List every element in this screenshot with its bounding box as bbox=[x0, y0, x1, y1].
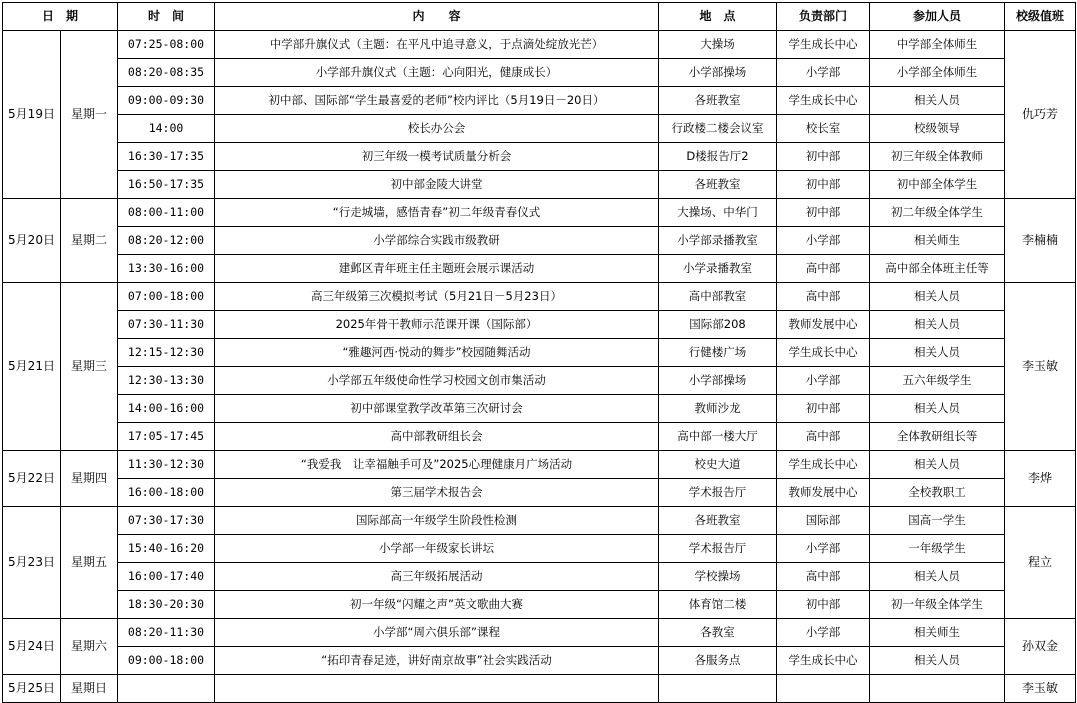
table-header bbox=[3, 3, 1076, 31]
location-cell: 学术报告厅 bbox=[659, 479, 777, 507]
table-row bbox=[3, 423, 1076, 451]
location-cell: 各班教室 bbox=[659, 507, 777, 535]
department-cell: 学生成长中心 bbox=[777, 87, 870, 115]
participants-cell: 相关师生 bbox=[870, 227, 1005, 255]
date-cell: 5月25日 bbox=[3, 675, 61, 703]
location-cell: D楼报告厅2 bbox=[659, 143, 777, 171]
participants-cell: 相关师生 bbox=[870, 619, 1005, 647]
table-row bbox=[3, 535, 1076, 563]
content-cell: 初一年级“闪耀之声”英文歌曲大赛 bbox=[215, 591, 659, 619]
header-location: 地 点 bbox=[659, 3, 777, 31]
content-cell: 小学部升旗仪式（主题：心向阳光，健康成长） bbox=[215, 59, 659, 87]
weekly-schedule-table bbox=[2, 2, 1076, 703]
content-cell: 国际部高一年级学生阶段性检测 bbox=[215, 507, 659, 535]
participants-cell: 相关人员 bbox=[870, 283, 1005, 311]
content-cell: 初中部课堂教学改革第三次研讨会 bbox=[215, 395, 659, 423]
table-row bbox=[3, 311, 1076, 339]
time-cell: 13:30-16:00 bbox=[118, 255, 215, 283]
time-cell: 08:20-11:30 bbox=[118, 619, 215, 647]
table-row bbox=[3, 647, 1076, 675]
header-date: 日 期 bbox=[3, 3, 118, 31]
time-cell: 07:00-18:00 bbox=[118, 283, 215, 311]
location-cell: 各教室 bbox=[659, 619, 777, 647]
content-cell: 初三年级一模考试质量分析会 bbox=[215, 143, 659, 171]
location-cell: 各班教室 bbox=[659, 171, 777, 199]
department-cell: 小学部 bbox=[777, 227, 870, 255]
table-row bbox=[3, 87, 1076, 115]
weekday-cell: 星期四 bbox=[61, 451, 118, 507]
time-cell: 14:00 bbox=[118, 115, 215, 143]
department-cell: 教师发展中心 bbox=[777, 479, 870, 507]
table-body bbox=[3, 31, 1076, 703]
participants-cell: 相关人员 bbox=[870, 647, 1005, 675]
department-cell: 教师发展中心 bbox=[777, 311, 870, 339]
duty-cell: 李玉敏 bbox=[1005, 283, 1076, 451]
participants-cell: 相关人员 bbox=[870, 339, 1005, 367]
content-cell: “雅趣河西·悦动的舞步”校园随舞活动 bbox=[215, 339, 659, 367]
department-cell: 小学部 bbox=[777, 367, 870, 395]
participants-cell: 初二年级全体学生 bbox=[870, 199, 1005, 227]
time-cell bbox=[118, 675, 215, 703]
weekday-cell: 星期二 bbox=[61, 199, 118, 283]
department-cell: 初中部 bbox=[777, 591, 870, 619]
table-row bbox=[3, 507, 1076, 535]
table-row bbox=[3, 479, 1076, 507]
department-cell: 高中部 bbox=[777, 283, 870, 311]
table-row bbox=[3, 563, 1076, 591]
location-cell: 大操场 bbox=[659, 31, 777, 59]
duty-cell: 李烨 bbox=[1005, 451, 1076, 507]
content-cell: 小学部一年级家长讲坛 bbox=[215, 535, 659, 563]
location-cell: 校史大道 bbox=[659, 451, 777, 479]
time-cell: 08:20-12:00 bbox=[118, 227, 215, 255]
date-cell: 5月24日 bbox=[3, 619, 61, 675]
content-cell: 中学部升旗仪式（主题：在平凡中追寻意义，于点滴处绽放光芒） bbox=[215, 31, 659, 59]
participants-cell: 校级领导 bbox=[870, 115, 1005, 143]
department-cell: 校长室 bbox=[777, 115, 870, 143]
time-cell: 07:30-17:30 bbox=[118, 507, 215, 535]
header-content: 内 容 bbox=[215, 3, 659, 31]
location-cell: 学校操场 bbox=[659, 563, 777, 591]
participants-cell: 初中部全体学生 bbox=[870, 171, 1005, 199]
time-cell: 16:30-17:35 bbox=[118, 143, 215, 171]
participants-cell: 相关人员 bbox=[870, 395, 1005, 423]
participants-cell: 小学部全体师生 bbox=[870, 59, 1005, 87]
content-cell: 小学部五年级使命性学习校园文创市集活动 bbox=[215, 367, 659, 395]
table-row bbox=[3, 451, 1076, 479]
department-cell: 初中部 bbox=[777, 395, 870, 423]
content-cell: 高三年级拓展活动 bbox=[215, 563, 659, 591]
time-cell: 14:00-16:00 bbox=[118, 395, 215, 423]
time-cell: 16:50-17:35 bbox=[118, 171, 215, 199]
location-cell: 各服务点 bbox=[659, 647, 777, 675]
table-row bbox=[3, 143, 1076, 171]
department-cell: 学生成长中心 bbox=[777, 339, 870, 367]
time-cell: 16:00-18:00 bbox=[118, 479, 215, 507]
duty-cell: 李楠楠 bbox=[1005, 199, 1076, 283]
table-row bbox=[3, 171, 1076, 199]
participants-cell: 相关人员 bbox=[870, 563, 1005, 591]
table-row bbox=[3, 339, 1076, 367]
table-row bbox=[3, 675, 1076, 703]
content-cell: “行走城墙，感悟青春”初二年级青春仪式 bbox=[215, 199, 659, 227]
duty-cell: 程立 bbox=[1005, 507, 1076, 619]
participants-cell: 五六年级学生 bbox=[870, 367, 1005, 395]
time-cell: 09:00-18:00 bbox=[118, 647, 215, 675]
content-cell: 2025年骨干教师示范课开课（国际部） bbox=[215, 311, 659, 339]
participants-cell: 中学部全体师生 bbox=[870, 31, 1005, 59]
location-cell: 小学部录播教室 bbox=[659, 227, 777, 255]
weekday-cell: 星期六 bbox=[61, 619, 118, 675]
department-cell: 小学部 bbox=[777, 535, 870, 563]
table-row bbox=[3, 199, 1076, 227]
table-row bbox=[3, 619, 1076, 647]
location-cell: 体育馆二楼 bbox=[659, 591, 777, 619]
department-cell: 初中部 bbox=[777, 199, 870, 227]
location-cell: 高中部教室 bbox=[659, 283, 777, 311]
content-cell bbox=[215, 675, 659, 703]
location-cell: 行健楼广场 bbox=[659, 339, 777, 367]
participants-cell: 一年级学生 bbox=[870, 535, 1005, 563]
date-cell: 5月23日 bbox=[3, 507, 61, 619]
date-cell: 5月20日 bbox=[3, 199, 61, 283]
department-cell: 高中部 bbox=[777, 563, 870, 591]
content-cell: 建邺区青年班主任主题班会展示课活动 bbox=[215, 255, 659, 283]
time-cell: 08:20-08:35 bbox=[118, 59, 215, 87]
header-department: 负责部门 bbox=[777, 3, 870, 31]
time-cell: 11:30-12:30 bbox=[118, 451, 215, 479]
time-cell: 15:40-16:20 bbox=[118, 535, 215, 563]
participants-cell: 初三年级全体教师 bbox=[870, 143, 1005, 171]
department-cell: 国际部 bbox=[777, 507, 870, 535]
location-cell: 小学部操场 bbox=[659, 59, 777, 87]
duty-cell: 李玉敏 bbox=[1005, 675, 1076, 703]
content-cell: 初中部金陵大讲堂 bbox=[215, 171, 659, 199]
time-cell: 16:00-17:40 bbox=[118, 563, 215, 591]
date-cell: 5月19日 bbox=[3, 31, 61, 199]
participants-cell: 全体教研组长等 bbox=[870, 423, 1005, 451]
header-time: 时 间 bbox=[118, 3, 215, 31]
participants-cell: 相关人员 bbox=[870, 311, 1005, 339]
time-cell: 18:30-20:30 bbox=[118, 591, 215, 619]
time-cell: 12:15-12:30 bbox=[118, 339, 215, 367]
department-cell: 学生成长中心 bbox=[777, 451, 870, 479]
participants-cell bbox=[870, 675, 1005, 703]
content-cell: 小学部综合实践市级教研 bbox=[215, 227, 659, 255]
content-cell: “我爱我 让幸福触手可及”2025心理健康月广场活动 bbox=[215, 451, 659, 479]
content-cell: 高中部教研组长会 bbox=[215, 423, 659, 451]
location-cell: 行政楼二楼会议室 bbox=[659, 115, 777, 143]
table-row bbox=[3, 591, 1076, 619]
department-cell bbox=[777, 675, 870, 703]
date-cell: 5月22日 bbox=[3, 451, 61, 507]
content-cell: 校长办公会 bbox=[215, 115, 659, 143]
table-row bbox=[3, 255, 1076, 283]
location-cell: 小学部操场 bbox=[659, 367, 777, 395]
table-row bbox=[3, 395, 1076, 423]
content-cell: 第三届学术报告会 bbox=[215, 479, 659, 507]
participants-cell: 国高一学生 bbox=[870, 507, 1005, 535]
time-cell: 07:30-11:30 bbox=[118, 311, 215, 339]
time-cell: 17:05-17:45 bbox=[118, 423, 215, 451]
location-cell: 高中部一楼大厅 bbox=[659, 423, 777, 451]
weekday-cell: 星期一 bbox=[61, 31, 118, 199]
table-row bbox=[3, 115, 1076, 143]
location-cell: 大操场、中华门 bbox=[659, 199, 777, 227]
participants-cell: 相关人员 bbox=[870, 451, 1005, 479]
time-cell: 12:30-13:30 bbox=[118, 367, 215, 395]
department-cell: 学生成长中心 bbox=[777, 647, 870, 675]
participants-cell: 高中部全体班主任等 bbox=[870, 255, 1005, 283]
duty-cell: 孙双金 bbox=[1005, 619, 1076, 675]
date-cell: 5月21日 bbox=[3, 283, 61, 451]
table-row bbox=[3, 227, 1076, 255]
time-cell: 08:00-11:00 bbox=[118, 199, 215, 227]
department-cell: 高中部 bbox=[777, 423, 870, 451]
location-cell bbox=[659, 675, 777, 703]
department-cell: 初中部 bbox=[777, 143, 870, 171]
location-cell: 各班教室 bbox=[659, 87, 777, 115]
location-cell: 教师沙龙 bbox=[659, 395, 777, 423]
location-cell: 国际部208 bbox=[659, 311, 777, 339]
header-participants: 参加人员 bbox=[870, 3, 1005, 31]
weekday-cell: 星期日 bbox=[61, 675, 118, 703]
content-cell: 高三年级第三次模拟考试（5月21日－5月23日） bbox=[215, 283, 659, 311]
department-cell: 小学部 bbox=[777, 59, 870, 87]
table-row bbox=[3, 367, 1076, 395]
duty-cell: 仇巧芳 bbox=[1005, 31, 1076, 199]
table-row bbox=[3, 31, 1076, 59]
participants-cell: 初一年级全体学生 bbox=[870, 591, 1005, 619]
content-cell: 初中部、国际部“学生最喜爱的老师”校内评比（5月19日－20日） bbox=[215, 87, 659, 115]
time-cell: 09:00-09:30 bbox=[118, 87, 215, 115]
participants-cell: 相关人员 bbox=[870, 87, 1005, 115]
location-cell: 学术报告厅 bbox=[659, 535, 777, 563]
time-cell: 07:25-08:00 bbox=[118, 31, 215, 59]
table-row bbox=[3, 59, 1076, 87]
weekday-cell: 星期三 bbox=[61, 283, 118, 451]
department-cell: 初中部 bbox=[777, 171, 870, 199]
department-cell: 小学部 bbox=[777, 619, 870, 647]
department-cell: 学生成长中心 bbox=[777, 31, 870, 59]
department-cell: 高中部 bbox=[777, 255, 870, 283]
location-cell: 小学录播教室 bbox=[659, 255, 777, 283]
participants-cell: 全校教职工 bbox=[870, 479, 1005, 507]
table-row bbox=[3, 283, 1076, 311]
content-cell: “拓印青春足迹，讲好南京故事”社会实践活动 bbox=[215, 647, 659, 675]
header-duty: 校级值班 bbox=[1005, 3, 1076, 31]
content-cell: 小学部“周六俱乐部”课程 bbox=[215, 619, 659, 647]
weekday-cell: 星期五 bbox=[61, 507, 118, 619]
